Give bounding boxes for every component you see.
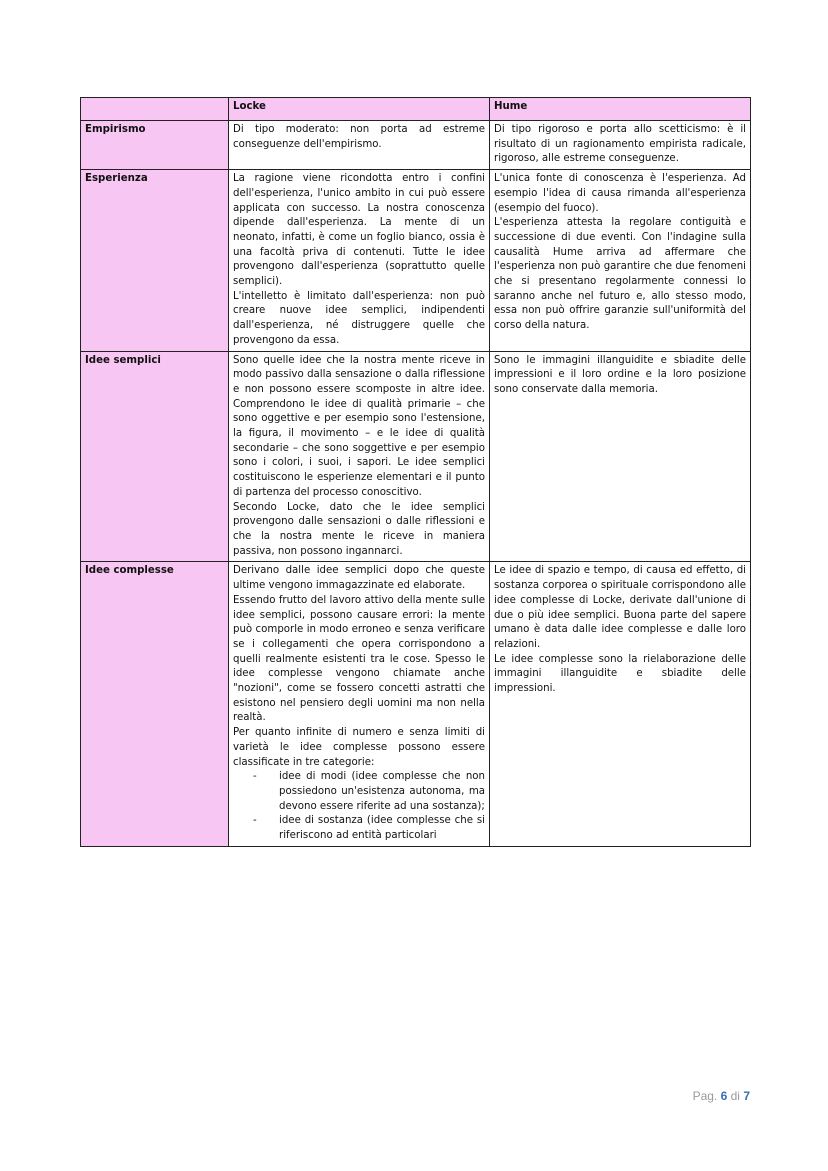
cell-paragraph: Per quanto infinite di numero e senza limiti di varietà le idee complesse possono essere classificate in tre categorie: [233, 727, 485, 768]
list-item: - idee di modi (idee complesse che non possiedono un'esistenza autonoma, ma devono essere riferite ad una sostanza); [253, 770, 485, 814]
list-item: - idee di sostanza (idee complesse che si riferiscono ad entità particolari [253, 814, 485, 843]
table-row [81, 121, 751, 170]
table-row [81, 351, 751, 562]
header-hume: Hume [490, 98, 751, 121]
cell-hume-empirismo [490, 121, 751, 170]
cell-hume-idee-complesse [490, 562, 751, 846]
header-locke: Locke [229, 98, 490, 121]
row-label-esperienza: Esperienza [81, 170, 229, 351]
cell-paragraph: Le idee di spazio e tempo, di causa ed effetto, di sostanza corporea o spirituale corrispondono alle idee complesse di Locke, derivate dall'unione di due o più idee semplici. Buona parte del sapere umano è data dalle idee complesse e dalle loro relazioni. [494, 565, 746, 650]
total-pages: 7 [743, 1089, 750, 1103]
current-page: 6 [720, 1089, 728, 1103]
row-label-empirismo: Empirismo [81, 121, 229, 170]
table-header-row [81, 98, 751, 121]
cell-paragraph: Derivano dalle idee semplici dopo che queste ultime vengono immagazzinate ed elaborate. [233, 565, 485, 592]
cell-paragraph: Sono quelle idee che la nostra mente riceve in modo passivo dalla sensazione o dalla riflessione e non possono essere scomposte in altre idee. Comprendono le idee di qualità primarie – che sono oggettive e per esempio sono l'estensione, la figura, il movimento – e le idee di qualità secondarie – che sono soggettive e per esempio sono i colori, i suoi, i sapori. Le idee semplici costituiscono le esperienze elementari e il punto di partenza del processo conoscitivo. [233, 354, 485, 498]
cell-locke-empirismo [229, 121, 490, 170]
page-number [693, 1089, 750, 1103]
cell-paragraph: Secondo Locke, dato che le idee semplici provengono dalle sensazioni o dalle riflessioni e che la nostra mente le riceve in maniera passiva, non possono ingannarci. [233, 501, 485, 557]
cell-locke-idee-semplici [229, 351, 490, 562]
cell-paragraph: La ragione viene ricondotta entro i confini dell'esperienza, l'unico ambito in cui può essere applicata con successo. La nostra conoscenza dipende dall'esperienza. La mente di un neonato, infatti, è come un foglio bianco, ossia è una facoltà priva di contenuti. Tutte le idee provengono dall'esperienza (soprattutto quelle semplici). [233, 173, 485, 288]
cell-paragraph: L'unica fonte di conoscenza è l'esperienza. Ad esempio l'idea di causa rimanda all'esperienza (esempio del fuoco). [494, 173, 746, 214]
categories-list [233, 770, 485, 844]
cell-paragraph: L'intelletto è limitato dall'esperienza: non può creare nuove idee semplici, indipendenti dall'esperienza, né distruggere quelle che provengono da essa. [233, 290, 485, 346]
cell-paragraph: Essendo frutto del lavoro attivo della mente sulle idee semplici, possono causare errori: la mente può comporle in modo erroneo e senza verificare se i collegamenti che opera corrispondono a quelli realmente esistenti tra le cose. Spesso le idee complesse vengono chiamate anche "nozioni", come se fossero concetti astratti che esistono nel pensiero degli uomini ma non nella realtà. [233, 594, 485, 724]
row-label-idee-complesse: Idee complesse [81, 562, 229, 846]
cell-hume-esperienza [490, 170, 751, 351]
cell-paragraph: L'esperienza attesta la regolare contiguità e successione di due eventi. Con l'indagine sulla causalità Hume arriva ad affermare che l'esperienza non può garantire che due fenomeni che si presentano regolarmente connessi lo saranno anche nel futuro e, allo stesso modo, essa non può offrire garanzie sull'uniformità del corso della natura. [494, 217, 746, 332]
cell-locke-esperienza [229, 170, 490, 351]
cell-paragraph: Di tipo moderato: non porta ad estreme conseguenze dell'empirismo. [233, 124, 485, 150]
cell-paragraph: Sono le immagini illanguidite e sbiadite delle impressioni e il loro ordine e la loro posizione sono conservate dalla memoria. [494, 354, 746, 395]
comparison-table [80, 97, 751, 847]
cell-hume-idee-semplici [490, 351, 751, 562]
row-label-idee-semplici: Idee semplici [81, 351, 229, 562]
cell-paragraph: Le idee complesse sono la rielaborazione delle immagini illanguidite e sbiadite delle impressioni. [494, 653, 746, 695]
cell-paragraph: Di tipo rigoroso e porta allo scetticismo: è il risultato di un ragionamento empirista radicale, rigoroso, alle estreme conseguenze. [494, 124, 746, 165]
table-row [81, 562, 751, 846]
page-separator: di [730, 1089, 740, 1103]
page-prefix: Pag. [692, 1089, 718, 1103]
table-row [81, 170, 751, 351]
cell-locke-idee-complesse [229, 562, 490, 846]
header-empty-cell [81, 98, 229, 121]
